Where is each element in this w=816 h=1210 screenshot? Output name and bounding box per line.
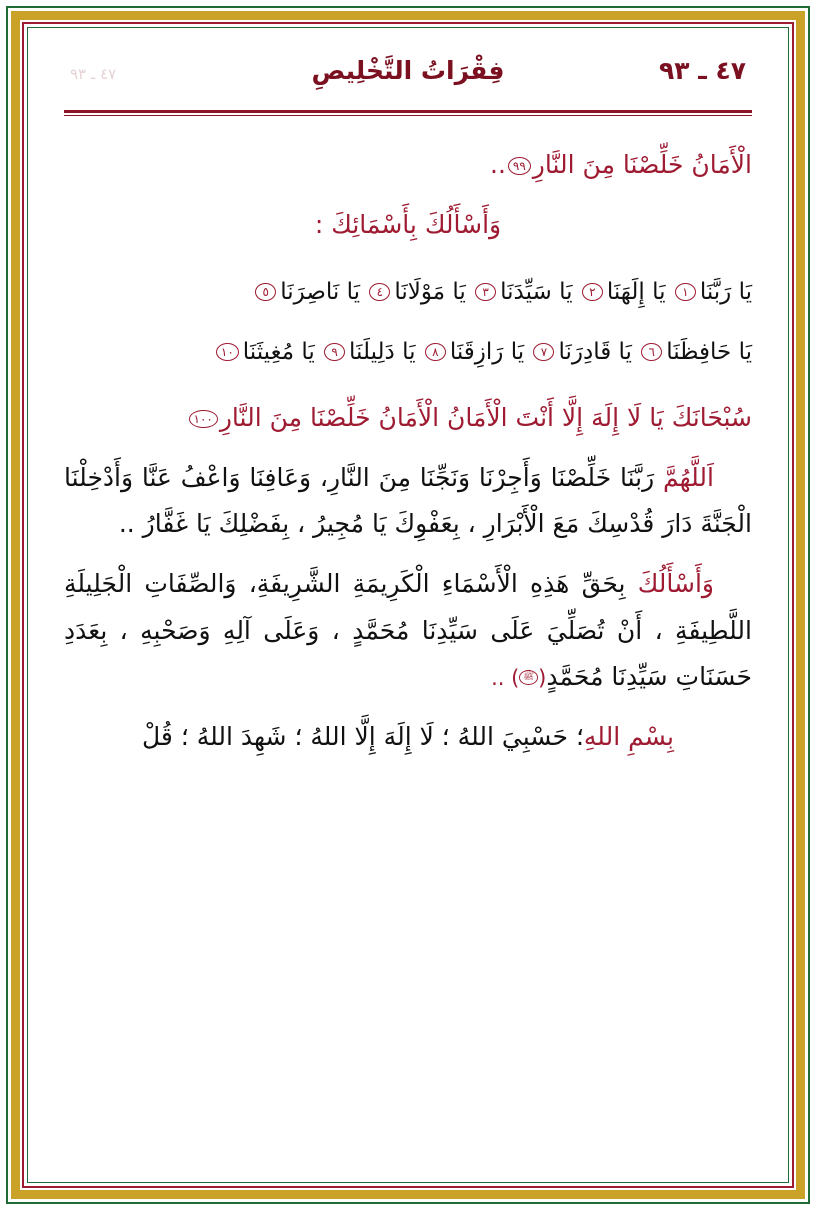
ayah-marker-99: ٩٩ [508,157,531,175]
line-4-text: رَبَّنَا خَلِّصْنَا وَأَجِرْنَا وَنَجِّنَا مِنَ النَّارِ، وَعَافِنَا وَاعْفُ عَنَّا وَأَدْخِلْنَا الْجَنَّةَ دَارَ قُدْسِكَ مَعَ الْأَبْرَارِ ، بِعَفْوِكَ يَا مُجِيرُ ، بِفَضْلِكَ يَا غَفَّارُ .. [64,462,752,538]
text-line-5 [64,561,752,700]
line-6-lead: بِسْمِ اللهِ [583,722,674,751]
text-line-6 [64,714,752,760]
name-marker-8: ٨ [425,343,446,361]
page-number-label: ٤٧ ـ ٩٣ [658,56,746,85]
divine-name-1: يَا رَبَّنَا [699,278,752,305]
header-rule-thin [64,115,752,116]
divine-name-2: يَا إِلَهَنَا [606,278,666,305]
name-marker-7: ٧ [533,343,554,361]
line-5-lead: وَأَسْأَلُكَ [637,569,714,599]
divine-name-10: يَا مُغِيثَنَا [242,338,315,365]
divine-name-6: يَا حَافِظَنَا [666,338,752,365]
page-title: فِقْرَاتُ التَّخْلِيصِ [311,56,505,85]
divine-name-9: يَا دَلِيلَنَا [349,338,416,365]
divine-name-8: يَا رَازِقَنَا [449,338,525,365]
text-line-4 [64,455,752,548]
ayah-marker-100: ١٠٠ [189,410,218,428]
name-marker-2: ٢ [582,283,603,301]
line-2-text: وَأَسْأَلُكَ بِأَسْمَائِكَ : [314,210,502,240]
name-marker-6: ٦ [641,343,662,361]
page-content [34,34,782,1176]
line-6-text: ؛ حَسْبِيَ اللهُ ؛ لَا إِلَهَ إِلَّا اللهُ ؛ شَهِدَ اللهُ ؛ قُلْ [141,722,584,751]
name-marker-5: ٥ [255,283,276,301]
salawat-icon: ﷺ [519,670,538,685]
text-line-2 [64,202,752,248]
line-1-suffix: .. [490,150,506,179]
divine-name-7: يَا قَادِرَنَا [558,338,632,365]
line-5-paren-open: ( [538,665,547,690]
line-5-suffix: ) .. [491,665,520,690]
page-number-watermark: ٤٧ ـ ٩٣ [70,65,117,83]
divine-name-3: يَا سَيِّدَنَا [500,278,573,305]
line-4-lead: اَللَّهُمَّ [662,462,714,492]
name-marker-3: ٣ [475,283,496,301]
text-line-3 [64,395,752,441]
text-line-1 [64,142,752,188]
line-1-text: الْأَمَانُ خَلِّصْنَا مِنَ النَّارِ [532,150,752,179]
names-row-1 [64,269,752,315]
name-marker-4: ٤ [369,283,390,301]
line-5-text: بِحَقِّ هَذِهِ الْأَسْمَاءِ الْكَرِيمَةِ الشَّرِيفَةِ، وَالصِّفَاتِ الْجَلِيلَةِ اللَّطِيفَةِ ، أَنْ تُصَلِّيَ عَلَى سَيِّدِنَا مُحَمَّدٍ ، وَعَلَى آلِهِ وَصَحْبِهِ ، بِعَدَدِ حَسَنَاتِ سَيِّدِنَا مُحَمَّدٍ [64,569,752,691]
name-marker-9: ٩ [324,343,345,361]
name-marker-10: ١٠ [216,343,239,361]
divine-name-4: يَا مَوْلَانَا [394,278,466,305]
names-row-2 [64,329,752,375]
header-rule [64,110,752,113]
page-header [64,56,752,104]
line-3-text: سُبْحَانَكَ يَا لَا إِلَهَ إِلَّا أَنْتَ الْأَمَانُ الْأَمَانُ خَلِّصْنَا مِنَ النَّارِ [219,402,752,432]
name-marker-1: ١ [675,283,696,301]
body-text [64,142,752,760]
divine-name-5: يَا نَاصِرَنَا [280,278,361,305]
